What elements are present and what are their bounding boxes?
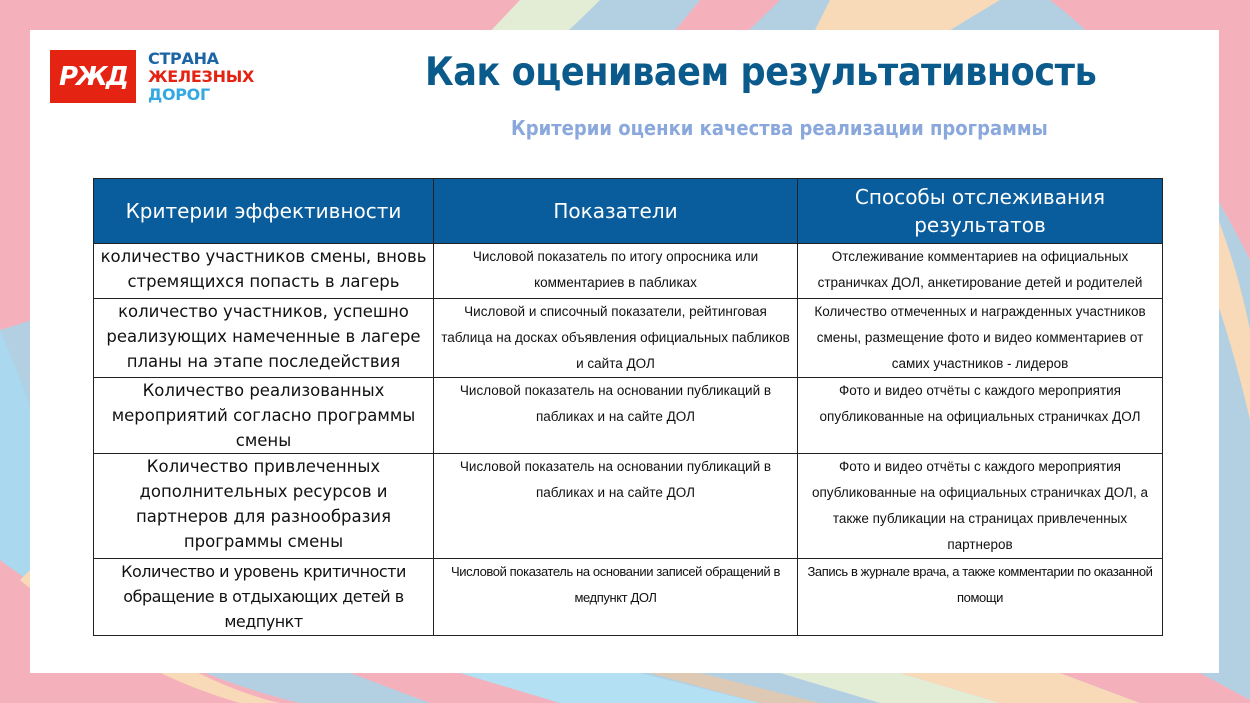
header-criteria: Критерии эффективности bbox=[94, 179, 434, 244]
table-header-row bbox=[94, 179, 1163, 244]
indicator-cell: Числовой показатель на основании публикаций в пабликах и на сайте ДОЛ bbox=[434, 378, 798, 454]
header-tracking-methods: Способы отслеживания результатов bbox=[798, 179, 1163, 244]
rzd-logo bbox=[50, 50, 254, 104]
rzd-logo-mark: РЖД bbox=[50, 50, 136, 103]
logo-line-3: ДОРОГ bbox=[148, 85, 210, 104]
table-row bbox=[94, 299, 1163, 378]
logo-line-2: ЖЕЛЕЗНЫХ bbox=[148, 67, 255, 86]
table-row bbox=[94, 378, 1163, 454]
header-indicators: Показатели bbox=[434, 179, 798, 244]
criteria-table bbox=[93, 178, 1163, 636]
tracking-cell: Количество отмеченных и награжденных участников смены, размещение фото и видео комментариев от самих участников - лидеров bbox=[798, 299, 1163, 378]
tracking-cell: Отслеживание комментариев на официальных страничках ДОЛ, анкетирование детей и родителей bbox=[798, 244, 1163, 299]
page-subtitle: Критерии оценки качества реализации программы bbox=[511, 116, 1048, 140]
logo-wordmark bbox=[148, 50, 254, 104]
criterion-cell: количество участников, успешно реализующих намеченные в лагере планы на этапе последействия bbox=[94, 299, 434, 378]
criterion-cell: количество участников смены, вновь стремящихся попасть в лагерь bbox=[94, 244, 434, 299]
indicator-cell: Числовой показатель по итогу опросника или комментариев в пабликах bbox=[434, 244, 798, 299]
page-title: Как оцениваем результативность bbox=[425, 50, 1097, 95]
tracking-cell: Запись в журнале врача, а также комментарии по оказанной помощи bbox=[798, 559, 1163, 636]
criterion-cell: Количество реализованных мероприятий согласно программы смены bbox=[94, 378, 434, 454]
table-row bbox=[94, 454, 1163, 559]
criterion-cell: Количество привлеченных дополнительных ресурсов и партнеров для разнообразия программы смены bbox=[94, 454, 434, 559]
logo-line-1: СТРАНА bbox=[148, 49, 219, 68]
indicator-cell: Числовой и списочный показатели, рейтинговая таблица на досках объявления официальных пабликов и сайта ДОЛ bbox=[434, 299, 798, 378]
tracking-cell: Фото и видео отчёты с каждого мероприятия опубликованные на официальных страничках ДОЛ, а также публикации на страницах привлеченных партнеров bbox=[798, 454, 1163, 559]
table-row bbox=[94, 559, 1163, 636]
indicator-cell: Числовой показатель на основании записей обращений в медпункт ДОЛ bbox=[434, 559, 798, 636]
tracking-cell: Фото и видео отчёты с каждого мероприятия опубликованные на официальных страничках ДОЛ bbox=[798, 378, 1163, 454]
indicator-cell: Числовой показатель на основании публикаций в пабликах и на сайте ДОЛ bbox=[434, 454, 798, 559]
table-row bbox=[94, 244, 1163, 299]
criterion-cell: Количество и уровень критичности обращение в отдыхающих детей в медпункт bbox=[94, 559, 434, 636]
